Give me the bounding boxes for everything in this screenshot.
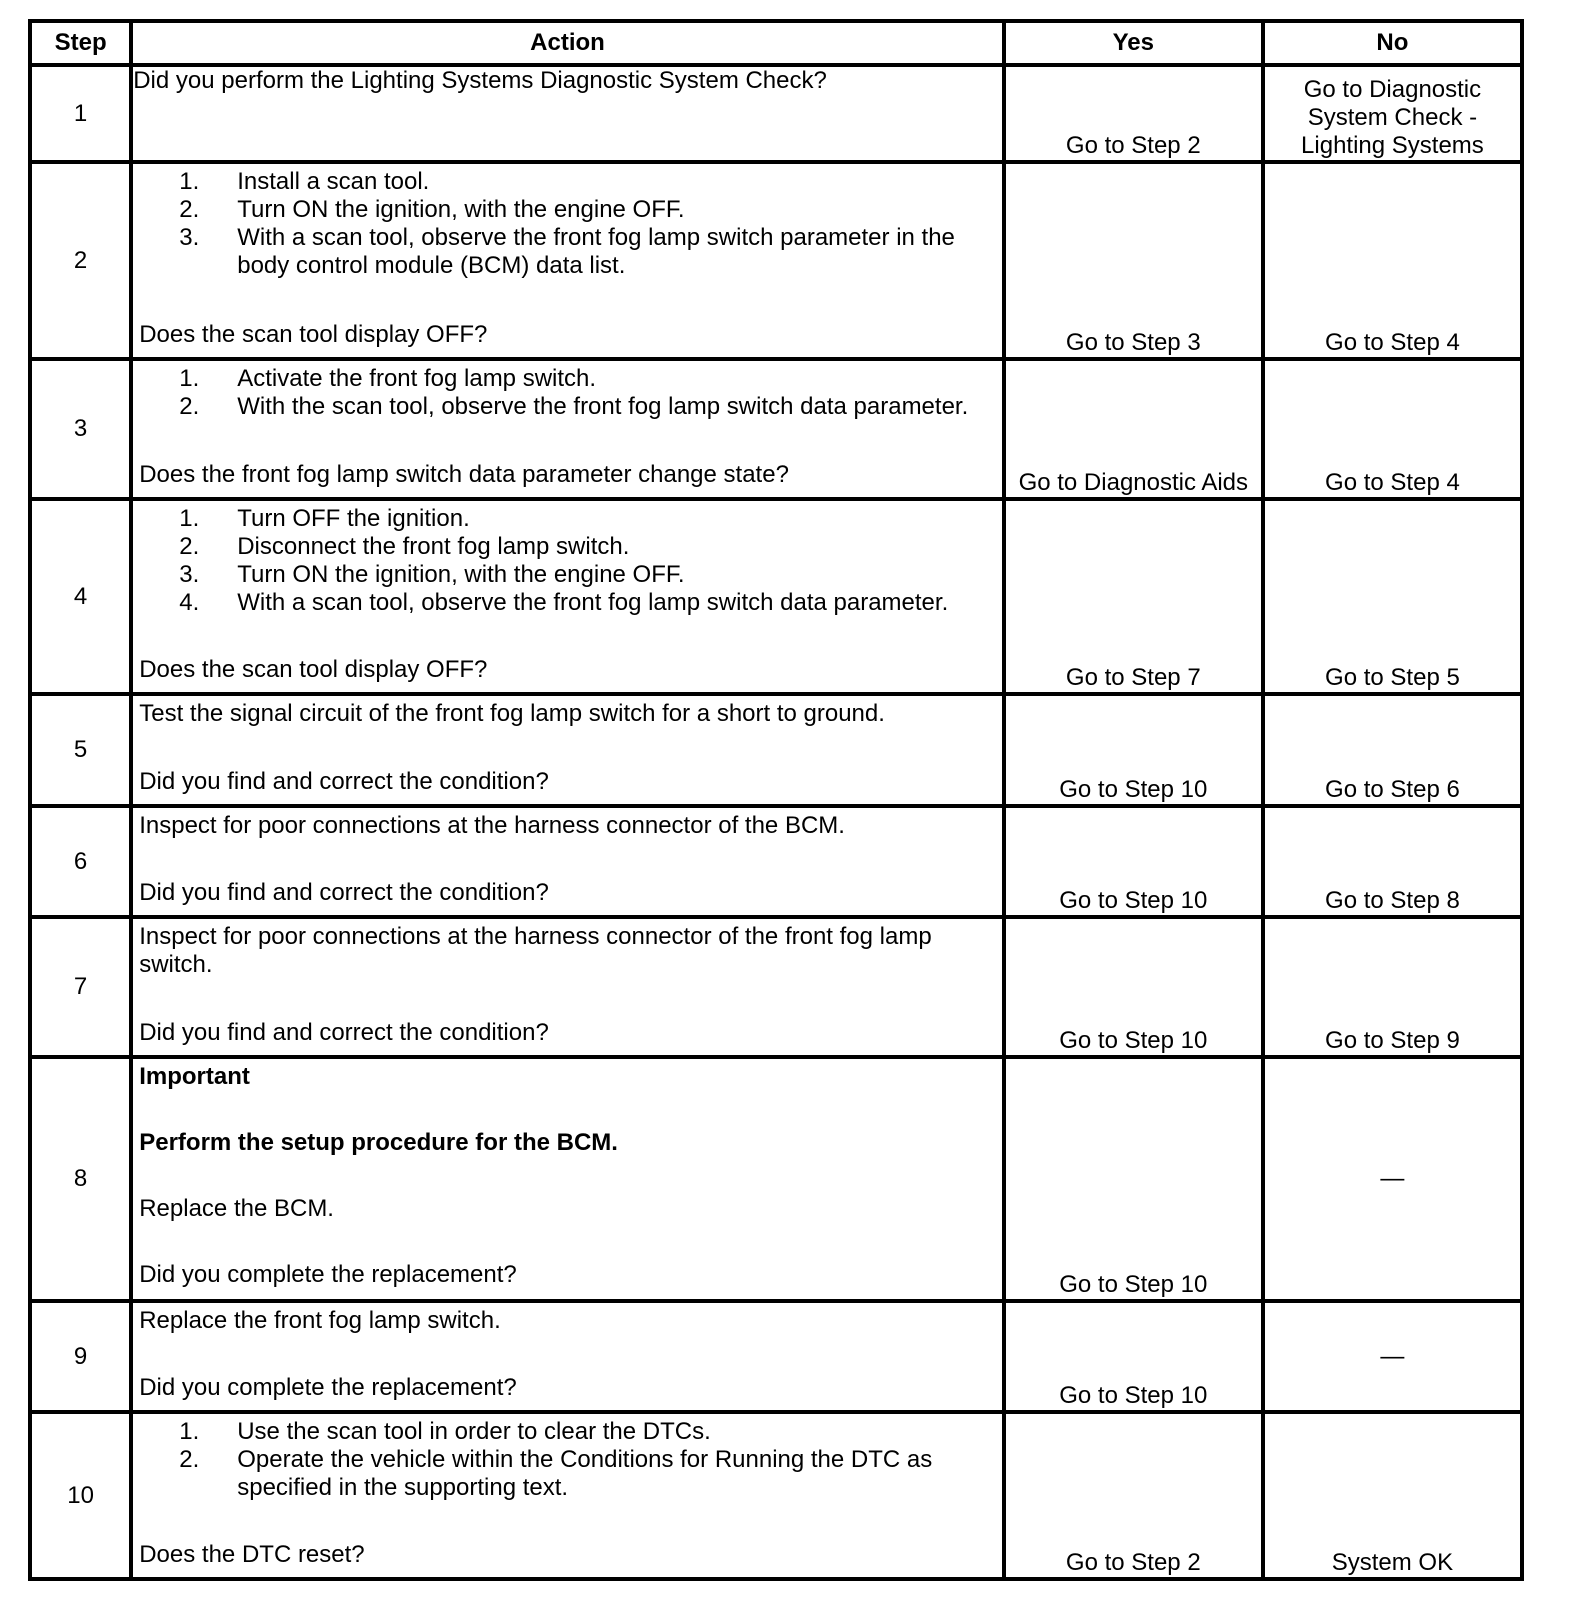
step-list (179, 1418, 998, 1502)
action-cell (131, 1057, 1004, 1301)
header-action: Action (131, 21, 1004, 65)
table-row (30, 694, 1522, 806)
header-step: Step (30, 21, 131, 65)
yes-cell: Go to Step 10 (1004, 917, 1263, 1057)
step-number: 8 (30, 1057, 131, 1301)
action-cell (131, 499, 1004, 694)
instruction-text: Inspect for poor connections at the harness connector of the BCM. (139, 812, 845, 839)
list-item: 2. Operate the vehicle within the Conditions for Running the DTC as specified in the supporting text. (179, 1446, 933, 1501)
yes-cell: Go to Step 10 (1004, 1301, 1263, 1412)
no-cell: Go to Step 5 (1263, 499, 1522, 694)
step-number: 6 (30, 806, 131, 917)
action-cell (131, 917, 1004, 1057)
header-yes: Yes (1004, 21, 1263, 65)
yes-cell: Go to Step 10 (1004, 1057, 1263, 1301)
action-cell (131, 65, 1004, 162)
list-item: 1. Use the scan tool in order to clear the DTCs. (179, 1418, 711, 1445)
header-row (30, 21, 1522, 65)
header-no: No (1263, 21, 1522, 65)
action-cell (131, 1412, 1004, 1579)
list-item: 3. Turn ON the ignition, with the engine OFF. (179, 561, 685, 588)
question-text: Did you find and correct the condition? (139, 768, 549, 795)
diagnostic-table (28, 19, 1524, 1581)
step-number: 9 (30, 1301, 131, 1412)
list-item: 1. Activate the front fog lamp switch. (179, 365, 597, 392)
instruction-text: Test the signal circuit of the front fog lamp switch for a short to ground. (139, 700, 885, 727)
no-cell: System OK (1263, 1412, 1522, 1579)
step-number: 3 (30, 359, 131, 499)
question-text: Does the DTC reset? (139, 1541, 365, 1568)
table-row (30, 359, 1522, 499)
no-cell: Go to Step 9 (1263, 917, 1522, 1057)
instruction-text: Inspect for poor connections at the harness connector of the front fog lamp switch. (139, 923, 932, 978)
question-text: Did you find and correct the condition? (139, 1019, 549, 1046)
table-row (30, 499, 1522, 694)
table-row (30, 1412, 1522, 1579)
step-number: 1 (30, 65, 131, 162)
step-number: 2 (30, 162, 131, 359)
question-text: Did you perform the Lighting Systems Diagnostic System Check? (133, 67, 827, 94)
action-cell (131, 359, 1004, 499)
no-cell: — (1263, 1301, 1522, 1412)
yes-cell: Go to Diagnostic Aids (1004, 359, 1263, 499)
instruction-text: Replace the front fog lamp switch. (139, 1307, 501, 1334)
table-row (30, 1057, 1522, 1301)
list-item: 2. With the scan tool, observe the front fog lamp switch data parameter. (179, 393, 969, 420)
action-cell (131, 1301, 1004, 1412)
list-item: 1. Turn OFF the ignition. (179, 505, 470, 532)
table-row (30, 917, 1522, 1057)
question-text: Did you complete the replacement? (139, 1261, 517, 1288)
step-list (179, 365, 998, 421)
step-list (179, 168, 998, 280)
list-item: 4. With a scan tool, observe the front fog lamp switch data parameter. (179, 589, 949, 616)
table-row (30, 1301, 1522, 1412)
action-cell (131, 806, 1004, 917)
step-list (179, 505, 998, 617)
step-number: 7 (30, 917, 131, 1057)
no-cell (1263, 65, 1522, 162)
question-text: Did you complete the replacement? (139, 1374, 517, 1401)
important-label: Important (139, 1063, 250, 1090)
action-cell (131, 162, 1004, 359)
no-cell: Go to Step 4 (1263, 162, 1522, 359)
question-text: Does the scan tool display OFF? (139, 656, 488, 683)
table-row (30, 65, 1522, 162)
no-cell: Go to Step 4 (1263, 359, 1522, 499)
yes-cell: Go to Step 7 (1004, 499, 1263, 694)
question-text: Does the front fog lamp switch data parameter change state? (139, 461, 789, 488)
no-text: Go to Diagnostic System Check - Lighting Systems (1301, 76, 1484, 159)
no-cell: Go to Step 8 (1263, 806, 1522, 917)
question-text: Did you find and correct the condition? (139, 879, 549, 906)
step-number: 10 (30, 1412, 131, 1579)
important-note: Perform the setup procedure for the BCM. (139, 1129, 618, 1156)
table-row (30, 162, 1522, 359)
yes-cell: Go to Step 10 (1004, 694, 1263, 806)
yes-cell: Go to Step 3 (1004, 162, 1263, 359)
no-cell: Go to Step 6 (1263, 694, 1522, 806)
action-cell (131, 694, 1004, 806)
list-item: 2. Turn ON the ignition, with the engine OFF. (179, 196, 685, 223)
list-item: 2. Disconnect the front fog lamp switch. (179, 533, 630, 560)
instruction-text: Replace the BCM. (139, 1195, 334, 1222)
yes-cell: Go to Step 2 (1004, 65, 1263, 162)
table-row (30, 806, 1522, 917)
no-cell: — (1263, 1057, 1522, 1301)
yes-cell: Go to Step 10 (1004, 806, 1263, 917)
yes-cell: Go to Step 2 (1004, 1412, 1263, 1579)
list-item: 3. With a scan tool, observe the front fog lamp switch parameter in the body control module (BCM) data list. (179, 224, 955, 279)
list-item: 1. Install a scan tool. (179, 168, 430, 195)
step-number: 4 (30, 499, 131, 694)
question-text: Does the scan tool display OFF? (139, 321, 488, 348)
step-number: 5 (30, 694, 131, 806)
